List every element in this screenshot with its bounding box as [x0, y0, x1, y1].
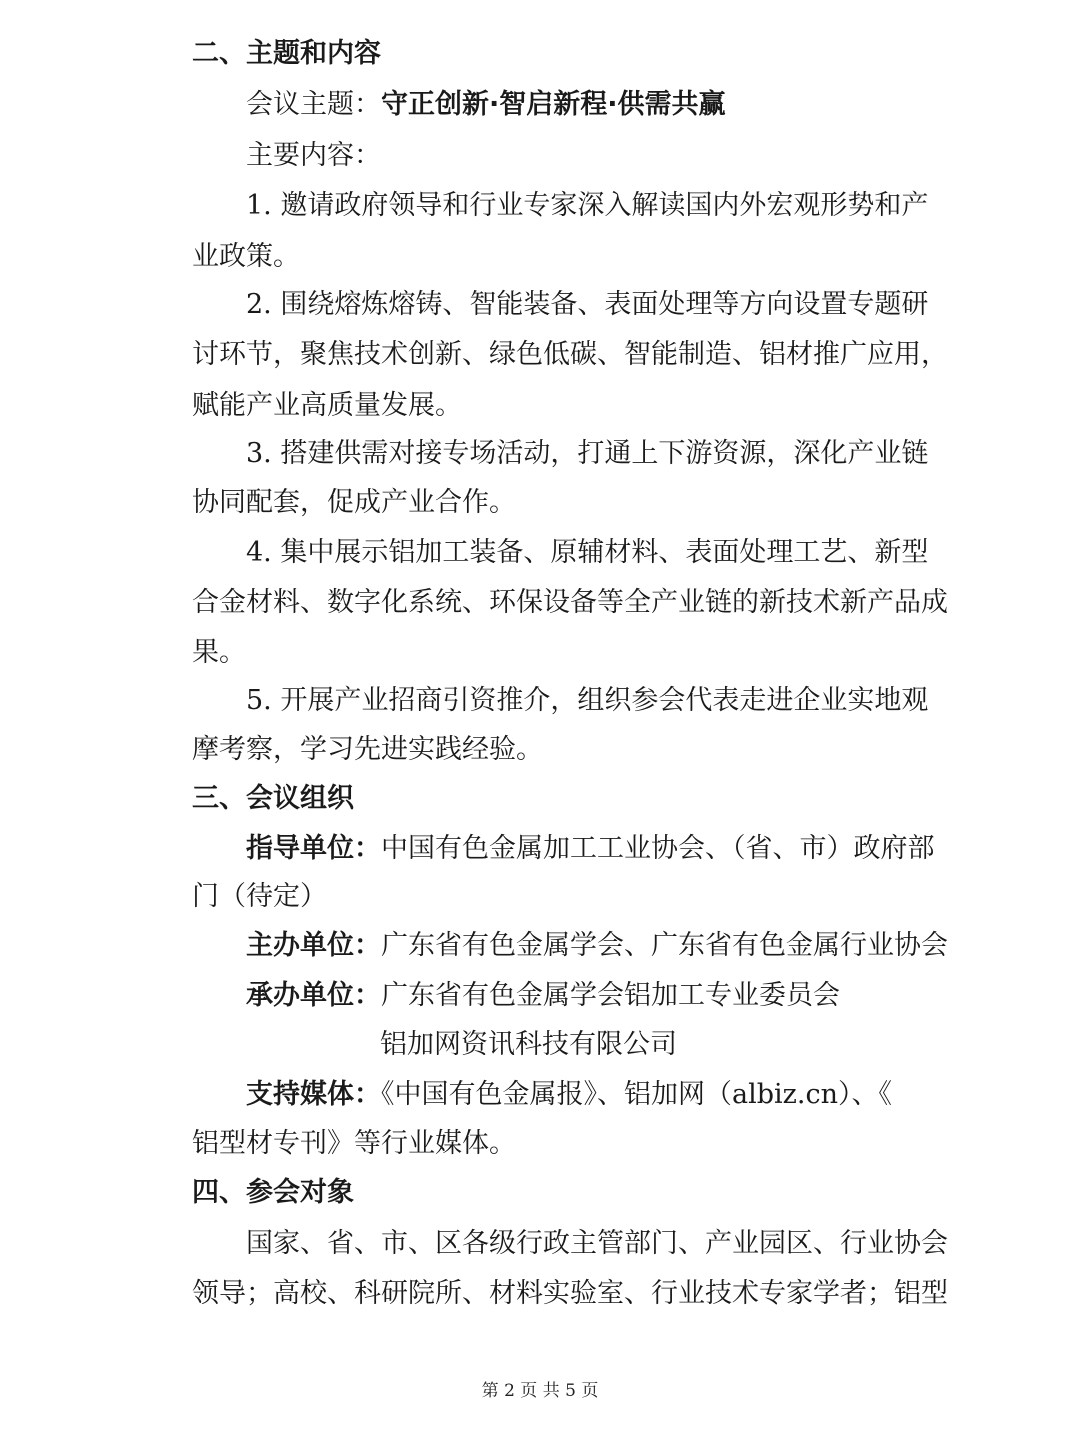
theme-value: 守正创新·智启新程·供需共赢: [381, 89, 726, 120]
host-unit-value: 广东省有色金属学会、广东省有色金属行业协会: [381, 930, 948, 961]
host-unit-label: 主办单位：: [246, 930, 381, 961]
list-item-5-line-2: 摩考察，学习先进实践经验。: [192, 734, 543, 765]
media-value: 《中国有色金属报》、铝加网（albiz.cn）、《: [381, 1079, 892, 1110]
organizer-unit-value: 广东省有色金属学会铝加工专业委员会: [381, 980, 840, 1011]
list-item-2-line-1: 2. 围绕熔炼熔铸、智能装备、表面处理等方向设置专题研: [246, 289, 929, 320]
attendees-line-2: 领导；高校、科研院所、材料实验室、行业技术专家学者；铝型: [192, 1278, 948, 1309]
organizer-unit-line: [246, 970, 1080, 1022]
list-item-3-line-2: 协同配套，促成产业合作。: [192, 487, 516, 518]
list-item-4-line-2: 合金材料、数字化系统、环保设备等全产业链的新技术新产品成: [192, 587, 948, 618]
media-label: 支持媒体：: [246, 1079, 381, 1110]
theme-line: [246, 79, 1080, 131]
list-item-4-line-1: 4. 集中展示铝加工装备、原辅材料、表面处理工艺、新型: [246, 537, 929, 568]
list-item-2-line-3: 赋能产业高质量发展。: [192, 390, 462, 421]
attendees-line-1: 国家、省、市、区各级行政主管部门、产业园区、行业协会: [246, 1228, 948, 1259]
content-label: 主要内容：: [246, 140, 381, 171]
guide-unit-label: 指导单位：: [246, 833, 381, 864]
list-item-2-line-2: 讨环节，聚焦技术创新、绿色低碳、智能制造、铝材推广应用，: [192, 339, 948, 370]
list-item-1-line-1: 1. 邀请政府领导和行业专家深入解读国内外宏观形势和产: [246, 190, 929, 221]
media-line: [246, 1069, 1080, 1121]
organizer-unit-label: 承办单位：: [246, 980, 381, 1011]
section-heading-2: 二、主题和内容: [192, 38, 381, 69]
list-item-3-line-1: 3. 搭建供需对接专场活动，打通上下游资源，深化产业链: [246, 438, 929, 469]
section-heading-4: 四、参会对象: [192, 1177, 354, 1208]
media-line-2: 铝型材专刊》等行业媒体。: [192, 1128, 516, 1159]
section-heading-3: 三、会议组织: [192, 783, 354, 814]
guide-unit-line-2: 门（待定）: [192, 881, 327, 912]
host-unit-line: [246, 920, 1080, 972]
list-item-5-line-1: 5. 开展产业招商引资推介，组织参会代表走进企业实地观: [246, 685, 929, 716]
list-item-1-line-2: 业政策。: [192, 241, 300, 272]
page-number: 第 2 页 共 5 页: [481, 1381, 599, 1401]
guide-unit-line: [246, 823, 1080, 875]
list-item-4-line-3: 果。: [192, 637, 246, 668]
organizer-unit-line-2: 铝加网资讯科技有限公司: [380, 1029, 677, 1060]
theme-label: 会议主题：: [246, 89, 381, 120]
guide-unit-value: 中国有色金属加工工业协会、（省、市）政府部: [381, 833, 935, 864]
